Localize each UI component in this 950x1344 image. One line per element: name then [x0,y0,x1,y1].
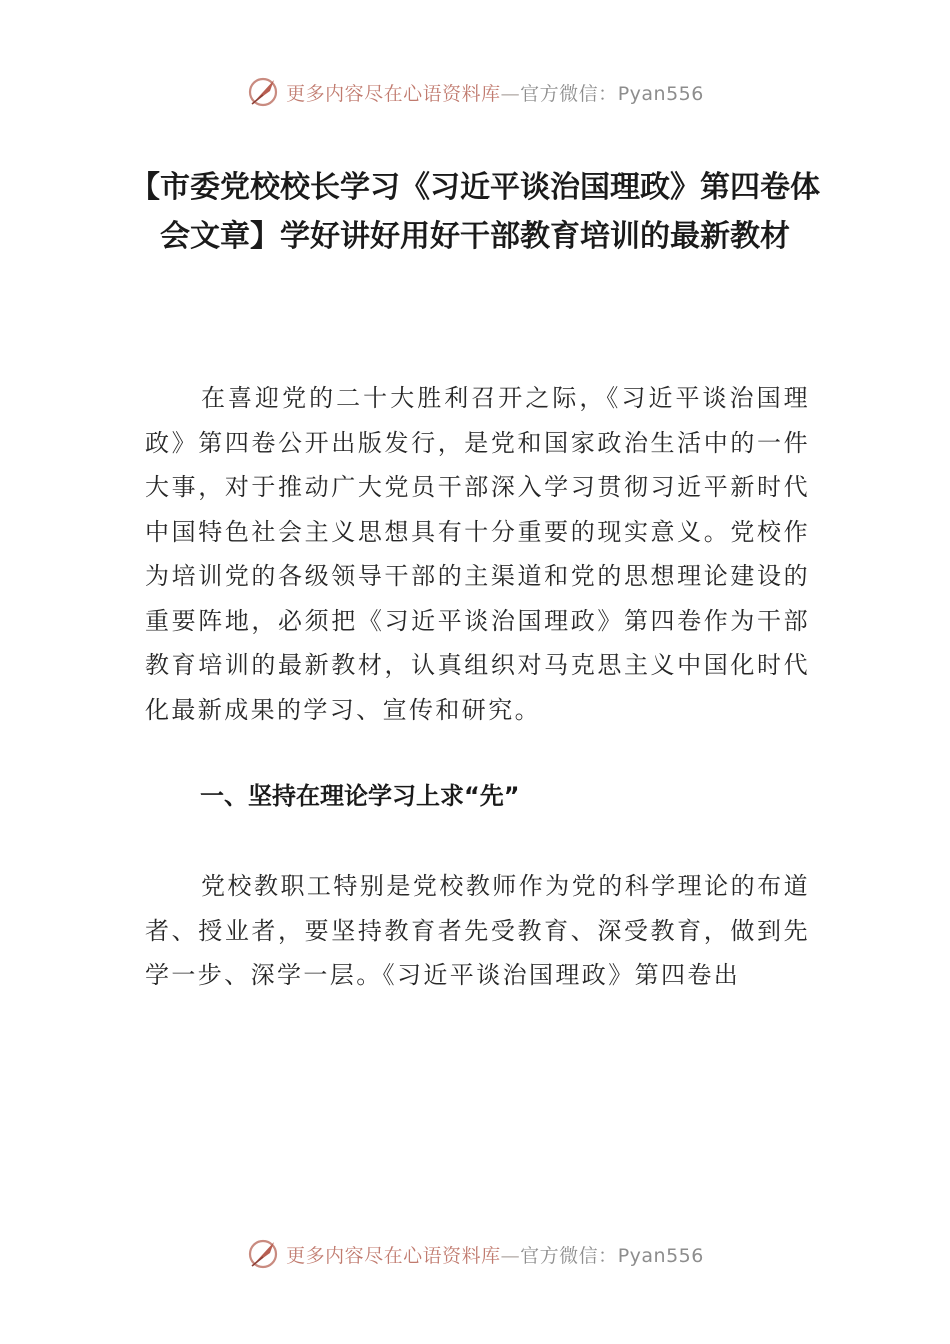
body-paragraph: 党校教职工特别是党校教师作为党的科学理论的布道者、授业者，要坚持教育者先受教育、深受教育，做到先学一步、深学一层。《习近平谈治国理政》第四卷出 [145,872,810,989]
watermark-text: 更多内容尽在心语资料库 [286,1244,501,1267]
watermark-wechat-id: Pyan556 [617,82,704,105]
header-watermark [0,70,950,114]
footer-watermark [0,1232,950,1276]
watermark-wechat-label: 官方微信： [520,82,618,105]
watermark-dash: — [500,82,521,105]
quill-pen-circle-icon [246,75,280,109]
quill-pen-circle-icon [246,1237,280,1271]
watermark-dash: — [500,1244,521,1267]
watermark-text: 更多内容尽在心语资料库 [286,82,501,105]
intro-paragraph: 在喜迎党的二十大胜利召开之际，《习近平谈治国理政》第四卷公开出版发行，是党和国家政治生活中的一件大事，对于推动广大党员干部深入学习贯彻习近平新时代中国特色社会主义思想具有十分重要的现实意义。党校作为培训党的各级领导干部的主渠道和党的思想理论建设的重要阵地，必须把《习近平谈治国理政》第四卷作为干部教育培训的最新教材，认真组织对马克思主义中国化时代化最新成果的学习、宣传和研究。 [145,384,810,724]
section-heading: 一、坚持在理论学习上求“先” [200,782,520,810]
watermark-wechat-label: 官方微信： [520,1244,618,1267]
document-title: 【市委党校校长学习《习近平谈治国理政》第四卷体会文章】学好讲好用好干部教育培训的最新教材 [130,170,820,254]
watermark-wechat-id: Pyan556 [617,1244,704,1267]
